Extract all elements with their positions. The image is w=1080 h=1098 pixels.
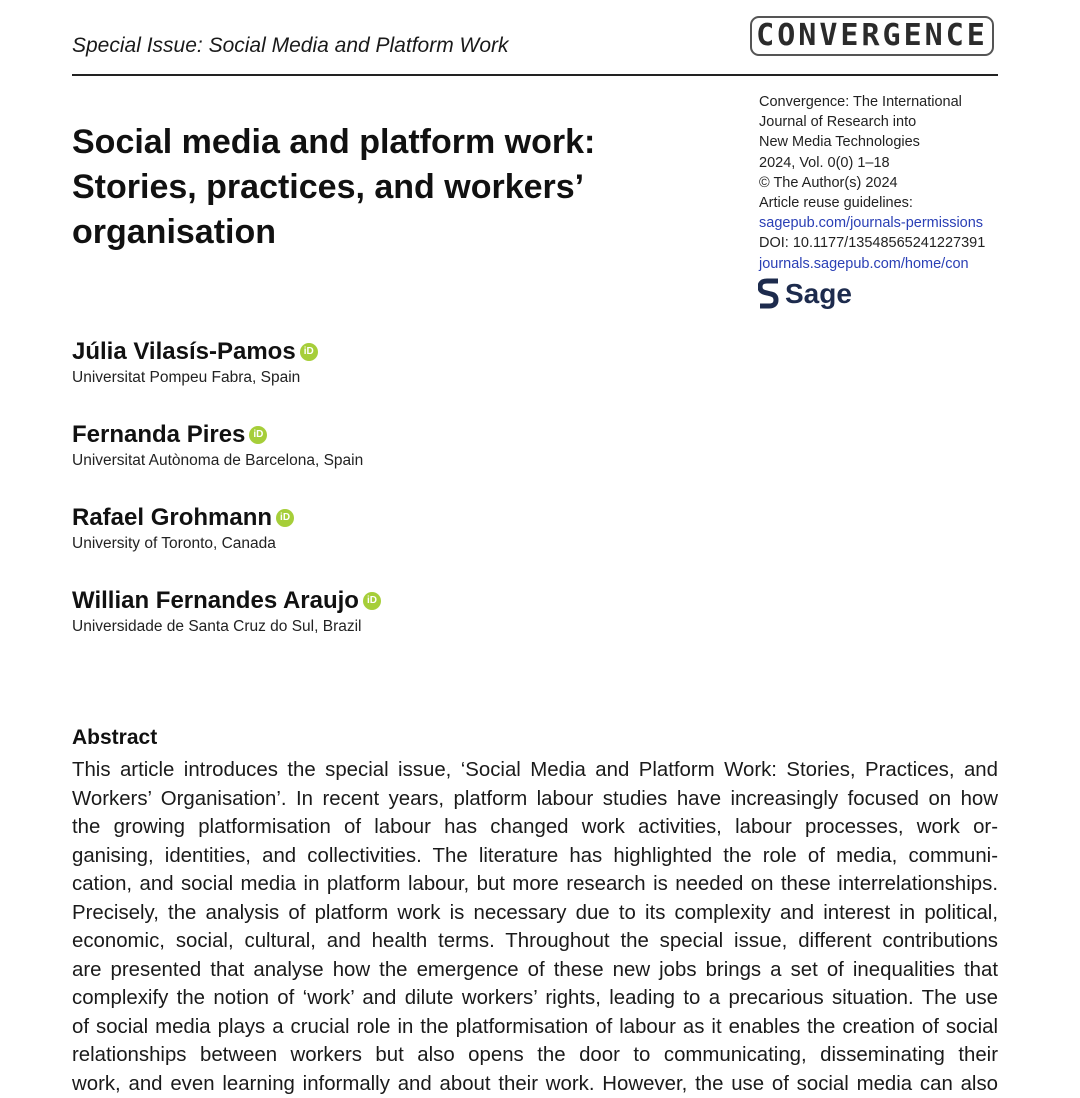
abstract-body	[72, 756, 998, 1098]
abstract-line: cation, and social media in platform labour, but more research is needed on these interrelationships.	[72, 870, 998, 899]
author-affiliation: Universitat Pompeu Fabra, Spain	[72, 369, 318, 387]
author-block	[72, 587, 381, 636]
orcid-icon[interactable]: iD	[249, 426, 267, 444]
orcid-icon[interactable]: iD	[300, 343, 318, 361]
sage-wordmark: Sage	[785, 278, 852, 310]
volume-info: 2024, Vol. 0(0) 1–18	[759, 153, 1079, 173]
abstract-line: the growing platformisation of labour has changed work activities, labour processes, work or-	[72, 813, 998, 842]
author-name	[72, 587, 381, 615]
author-name-text: Rafael Grohmann	[72, 504, 272, 532]
abstract-line: relationships between workers but also opens the door to communicating, disseminating their	[72, 1041, 998, 1070]
title-line: Stories, practices, and workers’	[72, 165, 712, 210]
author-block	[72, 421, 363, 470]
header-rule	[72, 74, 998, 76]
title-line: organisation	[72, 210, 712, 255]
article-title	[72, 120, 712, 255]
abstract-line: are presented that analyse how the emergence of these new jobs brings a set of inequalities that	[72, 956, 998, 985]
abstract-heading: Abstract	[72, 726, 157, 750]
abstract-line: ganising, identities, and collectivities. The literature has highlighted the role of media, communi-	[72, 842, 998, 871]
journal-name-line: New Media Technologies	[759, 132, 1079, 152]
author-name-text: Júlia Vilasís-Pamos	[72, 338, 296, 366]
orcid-icon[interactable]: iD	[276, 509, 294, 527]
author-name	[72, 338, 318, 366]
abstract-line: Workers’ Organisation’. In recent years, platform labour studies have increasingly focused on how	[72, 785, 998, 814]
abstract-line: Precisely, the analysis of platform work is necessary due to its complexity and interest in political,	[72, 899, 998, 928]
abstract-line: complexify the notion of ‘work’ and dilute workers’ rights, leading to a precarious situation. The use	[72, 984, 998, 1013]
author-block	[72, 338, 318, 387]
doi: DOI: 10.1177/13548565241227391	[759, 233, 1079, 253]
journal-name-line: Convergence: The International	[759, 92, 1079, 112]
author-affiliation: Universidade de Santa Cruz do Sul, Brazil	[72, 618, 381, 636]
abstract-line: This article introduces the special issue, ‘Social Media and Platform Work: Stories, Practices, and	[72, 756, 998, 785]
abstract-line: of social media plays a crucial role in the platformisation of labour as it enables the creation of social	[72, 1013, 998, 1042]
article-metadata	[759, 92, 1079, 274]
journal-logo: CONVERGENCE	[750, 16, 994, 56]
author-name	[72, 421, 363, 449]
sage-s-icon	[758, 278, 780, 310]
journal-home-link[interactable]: journals.sagepub.com/home/con	[759, 254, 1079, 274]
author-affiliation: University of Toronto, Canada	[72, 535, 294, 553]
reuse-label: Article reuse guidelines:	[759, 193, 1079, 213]
copyright: © The Author(s) 2024	[759, 173, 1079, 193]
author-block	[72, 504, 294, 553]
abstract-line: economic, social, cultural, and health terms. Throughout the special issue, different contributions	[72, 927, 998, 956]
permissions-link[interactable]: sagepub.com/journals-permissions	[759, 213, 1079, 233]
title-line: Social media and platform work:	[72, 120, 712, 165]
journal-name-line: Journal of Research into	[759, 112, 1079, 132]
orcid-icon[interactable]: iD	[363, 592, 381, 610]
abstract-line: work, and even learning informally and about their work. However, the use of social media can also	[72, 1070, 998, 1098]
author-affiliation: Universitat Autònoma de Barcelona, Spain	[72, 452, 363, 470]
sage-logo	[758, 276, 852, 312]
author-name-text: Willian Fernandes Araujo	[72, 587, 359, 615]
special-issue-label: Special Issue: Social Media and Platform Work	[72, 34, 509, 58]
author-name	[72, 504, 294, 532]
author-name-text: Fernanda Pires	[72, 421, 245, 449]
